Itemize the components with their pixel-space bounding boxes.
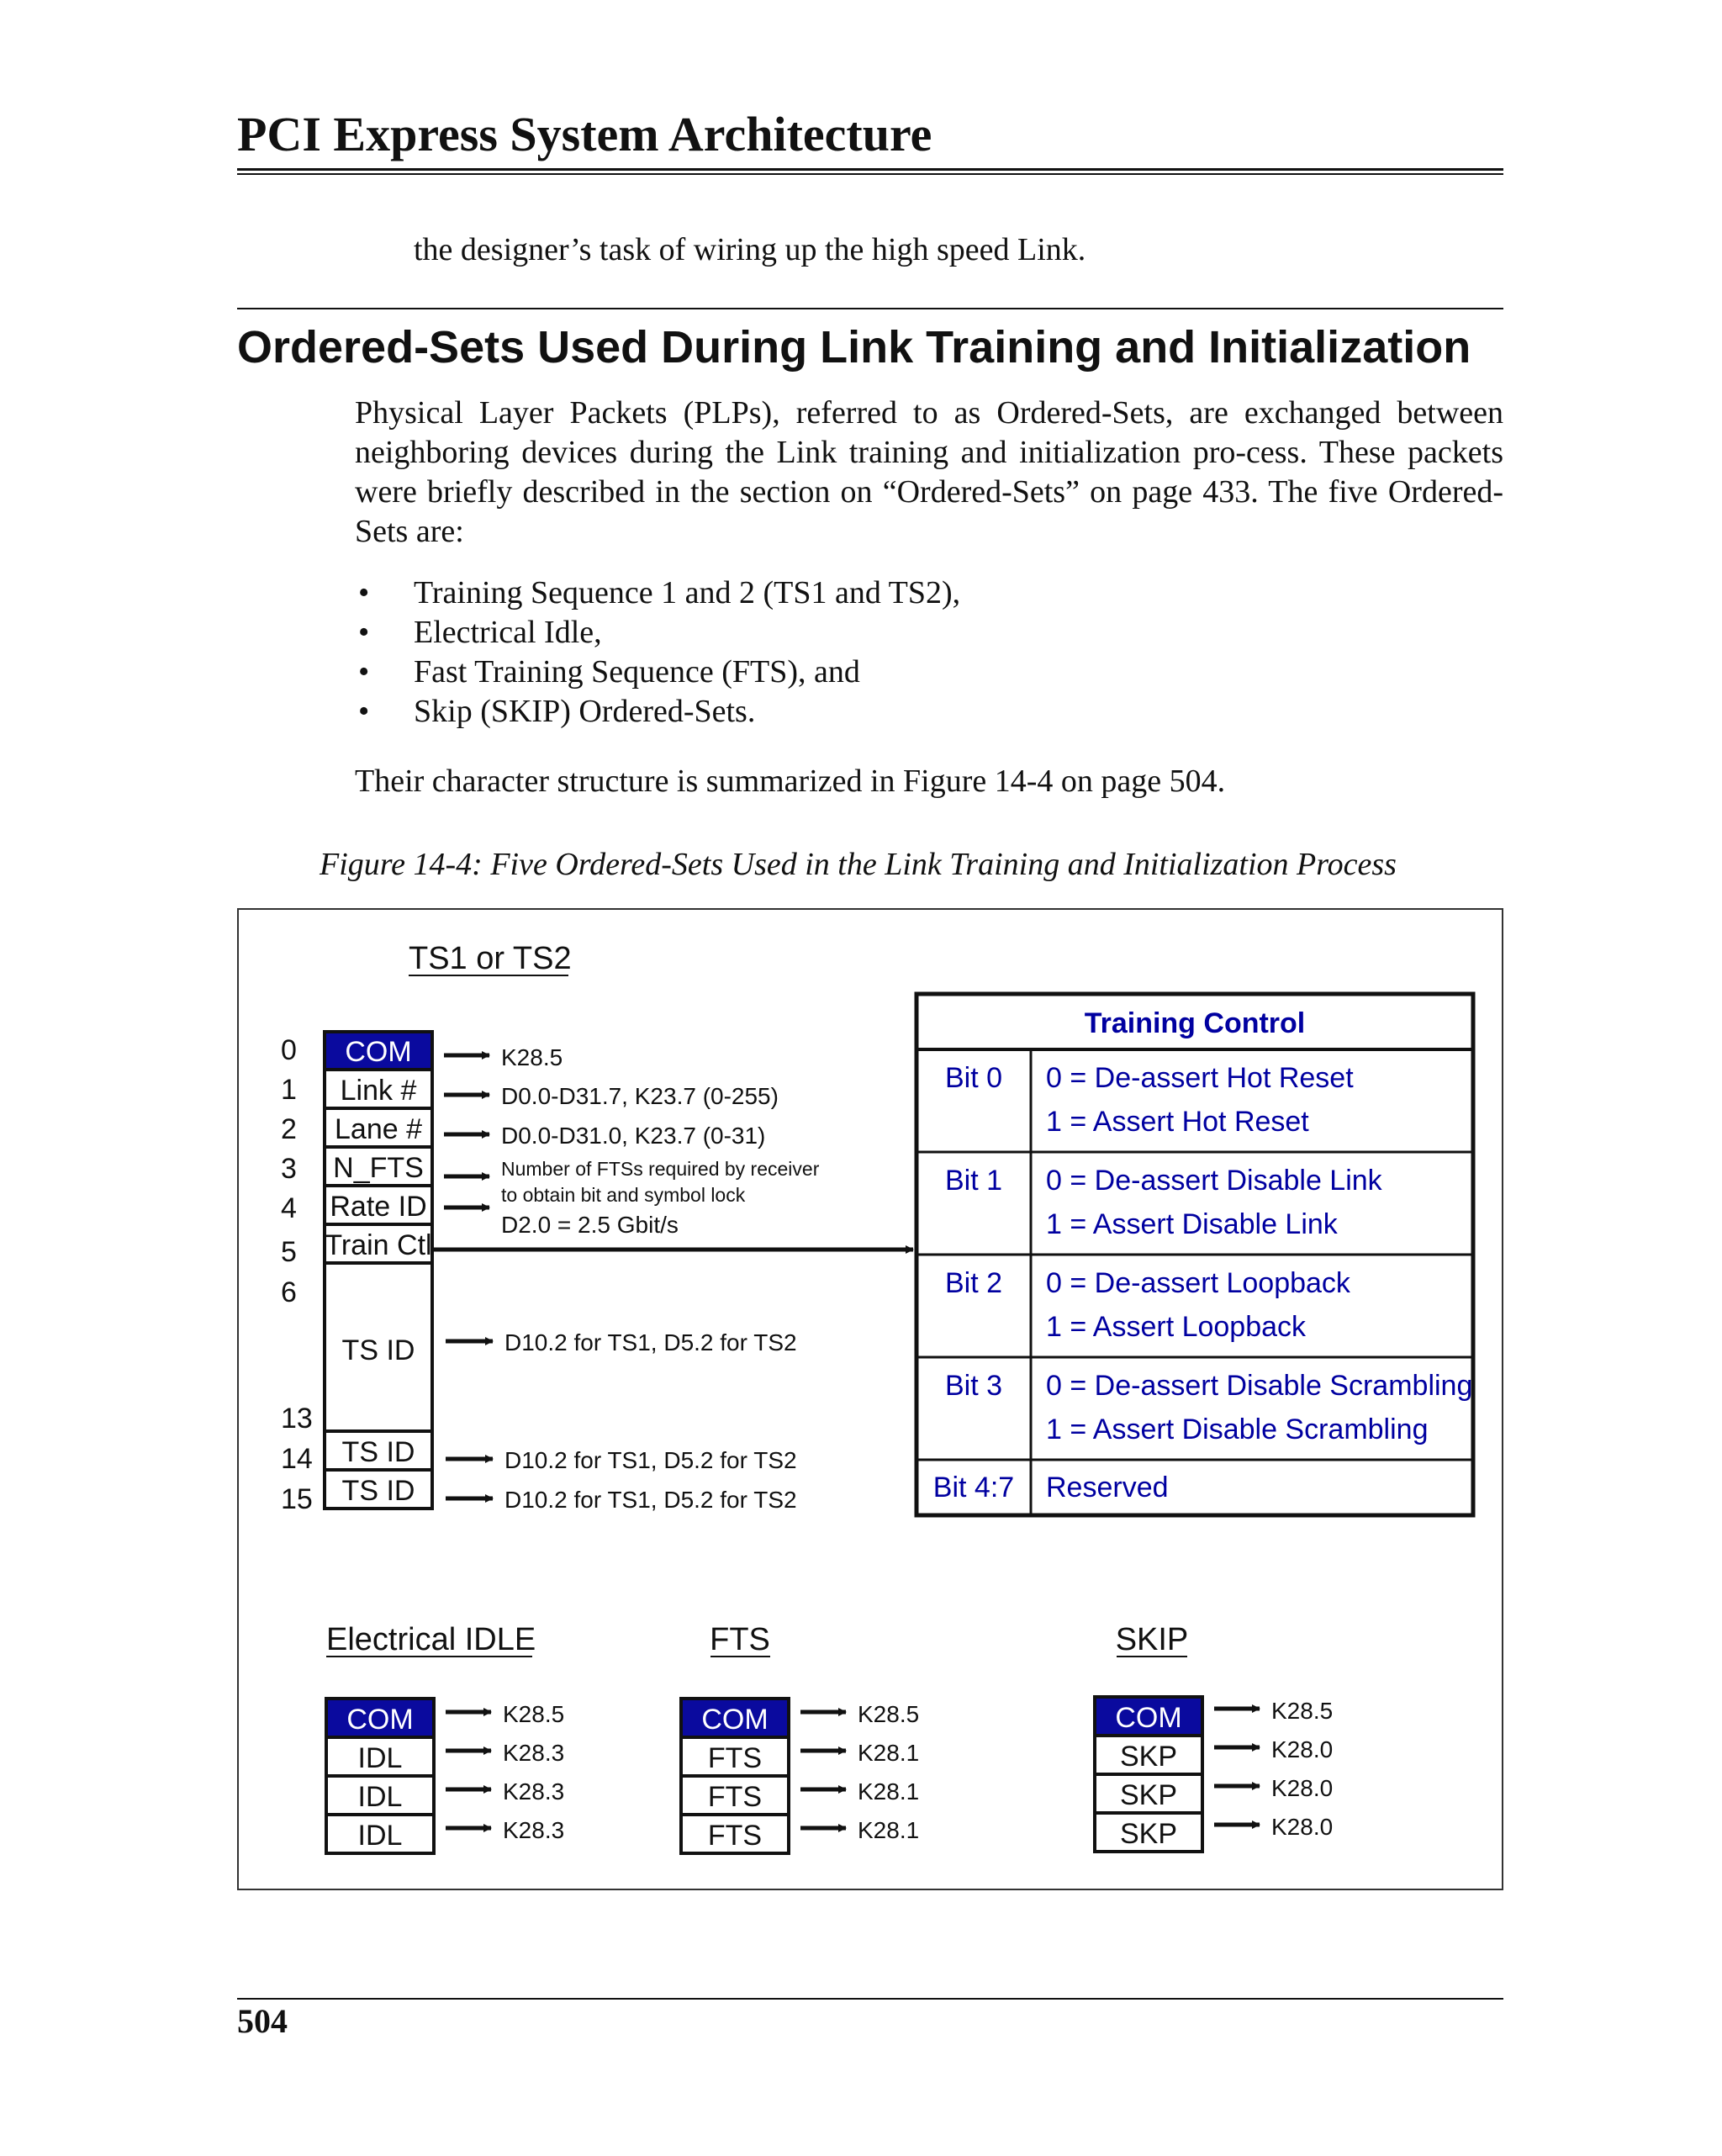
idle-code: K28.3 xyxy=(503,1817,565,1843)
ts-desc: D2.0 = 2.5 Gbit/s xyxy=(501,1212,679,1238)
table-bit-label: Bit 2 xyxy=(944,1267,1003,1299)
ts-index: 15 xyxy=(281,1483,313,1515)
summary-paragraph: Their character structure is summarized in Figure 14-4 on page 504. xyxy=(355,764,1226,799)
skip-title: SKIP xyxy=(1115,1622,1189,1657)
table-bit-value: Reserved xyxy=(1046,1472,1169,1503)
header-rule-top xyxy=(237,168,1503,171)
ts-cell-label: TS ID xyxy=(341,1334,415,1366)
table-bit-label: Bit 0 xyxy=(944,1062,1003,1094)
table-bit-value: 1 = Assert Loopback xyxy=(1046,1311,1307,1343)
skip-code: K28.0 xyxy=(1271,1775,1334,1801)
ordered-sets-diagram xyxy=(239,910,1502,1889)
header-rule-bottom xyxy=(237,173,1503,175)
fts-cell-label: COM xyxy=(701,1704,769,1736)
section-rule xyxy=(237,308,1503,309)
ts-cell-label: TS ID xyxy=(341,1475,415,1507)
idle-cell-label: IDL xyxy=(357,1781,403,1813)
ts-index: 4 xyxy=(281,1192,297,1224)
ts-desc: Number of FTSs required by receiver xyxy=(501,1158,820,1180)
skip-cell-label: COM xyxy=(1115,1702,1182,1734)
ts-cell-label: Link # xyxy=(340,1075,417,1107)
fts-title: FTS xyxy=(710,1622,770,1657)
table-bit-value: 0 = De-assert Loopback xyxy=(1046,1267,1350,1299)
running-header-title: PCI Express System Architecture xyxy=(237,107,932,161)
list-item: • Training Sequence 1 and 2 (TS1 and TS2), xyxy=(355,573,960,613)
table-bit-value: 0 = De-assert Hot Reset xyxy=(1046,1062,1354,1094)
idle-cell-label: COM xyxy=(346,1704,414,1736)
body-paragraph: Physical Layer Packets (PLPs), referred to as Ordered-Sets, are exchanged between neighboring devices during the Link training and initialization pro-cess. These packets were briefly described in the section on “Ordered-Sets” on page 433. The five Ordered-Sets are: xyxy=(355,395,1503,549)
figure-caption: Figure 14-4: Five Ordered-Sets Used in the Link Training and Initialization Process xyxy=(320,847,1397,882)
skip-code: K28.5 xyxy=(1271,1698,1334,1724)
electrical-idle-title: Electrical IDLE xyxy=(326,1622,536,1657)
footer-rule xyxy=(237,1998,1503,2000)
ts-cell-label: Lane # xyxy=(335,1113,422,1145)
ts-index: 6 xyxy=(281,1276,297,1308)
table-bit-label: Bit 1 xyxy=(944,1165,1003,1197)
ts-index: 3 xyxy=(281,1153,297,1185)
table-bit-value: 0 = De-assert Disable Scrambling xyxy=(1046,1370,1473,1402)
skip-cell-label: SKP xyxy=(1119,1779,1178,1811)
skip-cell-label: SKP xyxy=(1119,1741,1178,1773)
table-bit-label: Bit 3 xyxy=(944,1370,1003,1402)
idle-cell-label: IDL xyxy=(357,1820,403,1852)
list-item: • Skip (SKIP) Ordered-Sets. xyxy=(355,692,960,732)
figure-frame xyxy=(237,908,1503,1890)
ts-cell-label: N_FTS xyxy=(333,1152,424,1184)
fts-code: K28.5 xyxy=(858,1701,920,1727)
ts-cell-label: Rate ID xyxy=(330,1191,427,1223)
fts-code: K28.1 xyxy=(858,1740,920,1766)
ts-cell-label: COM xyxy=(345,1036,412,1068)
ts-desc: D10.2 for TS1, D5.2 for TS2 xyxy=(504,1329,797,1355)
training-control-title: Training Control xyxy=(1084,1007,1306,1039)
ordered-set-list xyxy=(355,573,960,732)
table-bit-value: 0 = De-assert Disable Link xyxy=(1046,1165,1382,1197)
fts-cell-label: FTS xyxy=(707,1781,763,1813)
ts-desc: K28.5 xyxy=(501,1044,563,1070)
ts-index: 0 xyxy=(281,1034,297,1066)
ts-index: 14 xyxy=(281,1443,313,1475)
ts-index: 13 xyxy=(281,1403,313,1435)
intro-text: the designer’s task of wiring up the high speed Link. xyxy=(414,232,1086,267)
section-heading: Ordered-Sets Used During Link Training and Initialization xyxy=(237,322,1471,373)
ts-index: 2 xyxy=(281,1113,297,1145)
ts-index: 1 xyxy=(281,1074,297,1106)
ts-desc: D10.2 for TS1, D5.2 for TS2 xyxy=(504,1447,797,1473)
table-bit-value: 1 = Assert Disable Link xyxy=(1046,1208,1338,1240)
table-bit-label: Bit 4:7 xyxy=(932,1472,1015,1503)
fts-code: K28.1 xyxy=(858,1817,920,1843)
ts-cell-label: TS ID xyxy=(341,1436,415,1468)
list-item: • Electrical Idle, xyxy=(355,613,960,653)
fts-code: K28.1 xyxy=(858,1778,920,1805)
ts-desc-line2: to obtain bit and symbol lock xyxy=(501,1184,746,1206)
idle-cell-label: IDL xyxy=(357,1742,403,1774)
idle-code: K28.3 xyxy=(503,1740,565,1766)
idle-code: K28.5 xyxy=(503,1701,565,1727)
page-number: 504 xyxy=(237,2002,288,2040)
ts-desc: D0.0-D31.7, K23.7 (0-255) xyxy=(501,1083,779,1109)
skip-cell-label: SKP xyxy=(1119,1818,1178,1850)
ts-desc: D0.0-D31.0, K23.7 (0-31) xyxy=(501,1123,766,1149)
ts-title: TS1 or TS2 xyxy=(409,941,572,976)
table-bit-value: 1 = Assert Hot Reset xyxy=(1046,1106,1309,1138)
idle-code: K28.3 xyxy=(503,1778,565,1805)
fts-cell-label: FTS xyxy=(707,1742,763,1774)
ts-index: 5 xyxy=(281,1236,297,1268)
skip-code: K28.0 xyxy=(1271,1814,1334,1840)
ts-desc: D10.2 for TS1, D5.2 for TS2 xyxy=(504,1487,797,1513)
fts-cell-label: FTS xyxy=(707,1820,763,1852)
list-item: • Fast Training Sequence (FTS), and xyxy=(355,653,960,692)
table-bit-value: 1 = Assert Disable Scrambling xyxy=(1046,1414,1429,1445)
ts-cell-label: Train Ctl xyxy=(325,1229,432,1261)
skip-code: K28.0 xyxy=(1271,1736,1334,1762)
